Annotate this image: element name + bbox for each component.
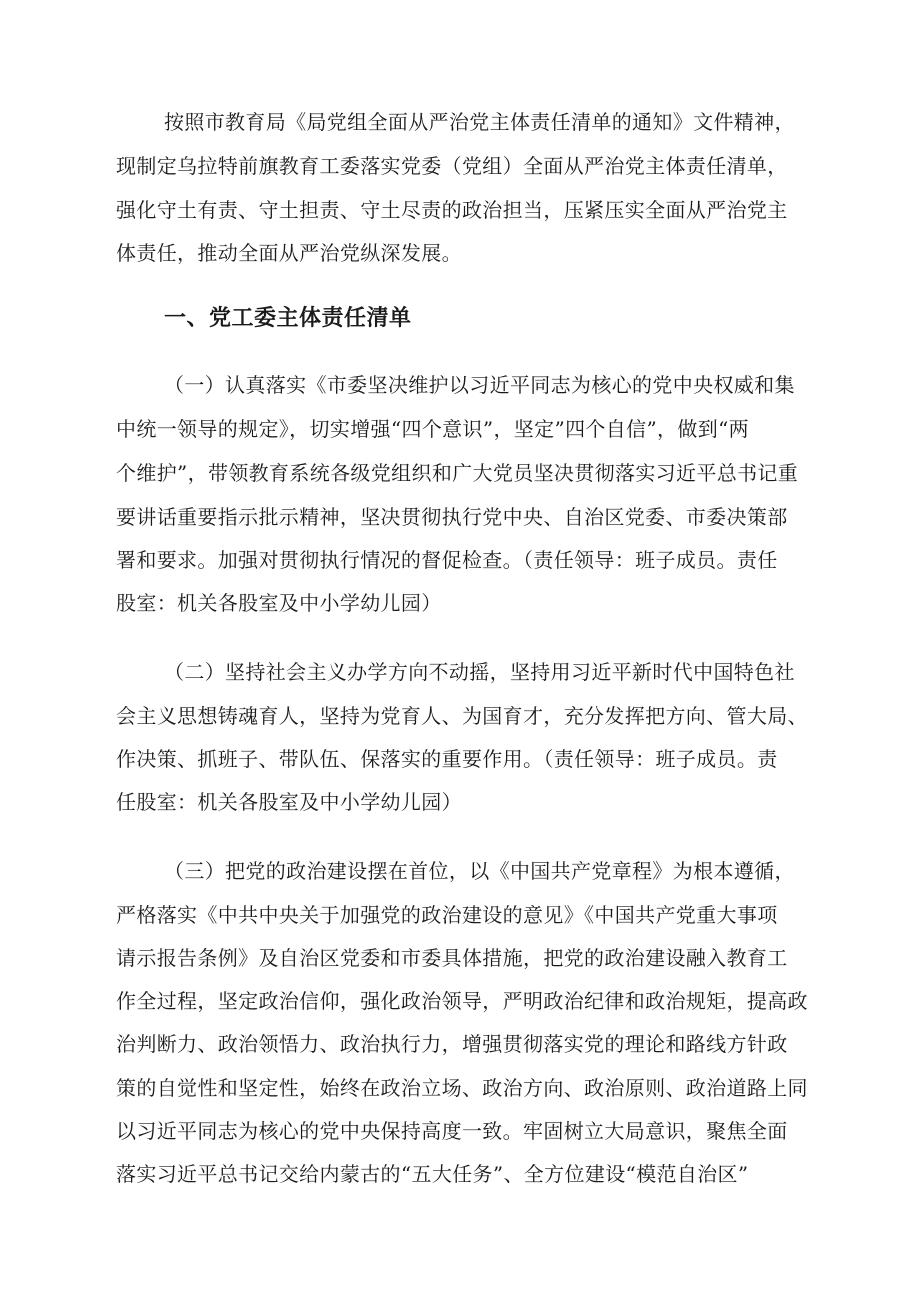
intro-line-1: 按照市教育局《局党组全面从严治党主体责任清单的通知》文件精神，	[164, 110, 795, 134]
item2-line-3: 作决策、抓班子、带队伍、保落实的重要作用。（责任领导：班子成员。责	[116, 747, 778, 771]
item3-line-4: 作全过程，坚定政治信仰，强化政治领导，严明政治纪律和政治规矩，提高政	[116, 989, 808, 1013]
item1-line-4: 要讲话重要指示批示精神，坚决贯彻执行党中央、自治区党委、市委决策部	[116, 505, 788, 529]
item3-line-2: 严格落实《中共中央关于加强党的政治建设的意见》《中国共产党重大事项	[116, 903, 778, 927]
item1-line-3: 个维护”，带领教育系统各级党组织和广大党员坚决贯彻落实习近平总书记重	[116, 461, 799, 485]
item3-line-3: 请示报告条例》及自治区党委和市委具体措施，把党的政治建设融入教育工	[116, 946, 788, 970]
item3-line-1: （三）把党的政治建设摆在首位，以《中国共产党章程》为根本遵循，	[164, 859, 795, 883]
item3-line-7: 以习近平同志为核心的党中央保持高度一致。牢固树立大局意识，聚焦全面	[116, 1119, 788, 1143]
item2-line-2: 会主义思想铸魂育人，坚持为党育人、为国育才，充分发挥把方向、管大局、	[116, 704, 808, 728]
item1-line-1: （一）认真落实《市委坚决维护以习近平同志为核心的党中央权威和集	[164, 373, 795, 397]
item3-line-8: 落实习近平总书记交给内蒙古的“五大任务”、全方位建设“模范自治区”	[116, 1162, 749, 1186]
item2-line-1: （二）坚持社会主义办学方向不动摇，坚持用习近平新时代中国特色社	[164, 660, 795, 684]
item2-line-4: 任股室：机关各股室及中小学幼儿园）	[116, 790, 462, 814]
item1-line-5: 署和要求。加强对贯彻执行情况的督促检查。（责任领导：班子成员。责任	[116, 548, 778, 572]
item3-line-5: 治判断力、政治领悟力、政治执行力，增强贯彻落实党的理论和路线方针政	[116, 1032, 788, 1056]
section-heading: 一、党工委主体责任清单	[164, 306, 412, 331]
intro-line-2: 现制定乌拉特前旗教育工委落实党委（党组）全面从严治党主体责任清单，	[116, 154, 788, 178]
intro-line-3: 强化守土有责、守土担责、守土尽责的政治担当，压紧压实全面从严治党主	[116, 198, 788, 222]
intro-line-4: 体责任，推动全面从严治党纵深发展。	[116, 241, 462, 265]
item1-line-2: 中统一领导的规定》，切实增强“四个意识”，坚定”四个自信”，做到“两	[116, 417, 750, 441]
item3-line-6: 策的自觉性和坚定性，始终在政治立场、政治方向、政治原则、政治道路上同	[116, 1076, 808, 1100]
item1-line-6: 股室：机关各股室及中小学幼儿园）	[116, 591, 442, 615]
